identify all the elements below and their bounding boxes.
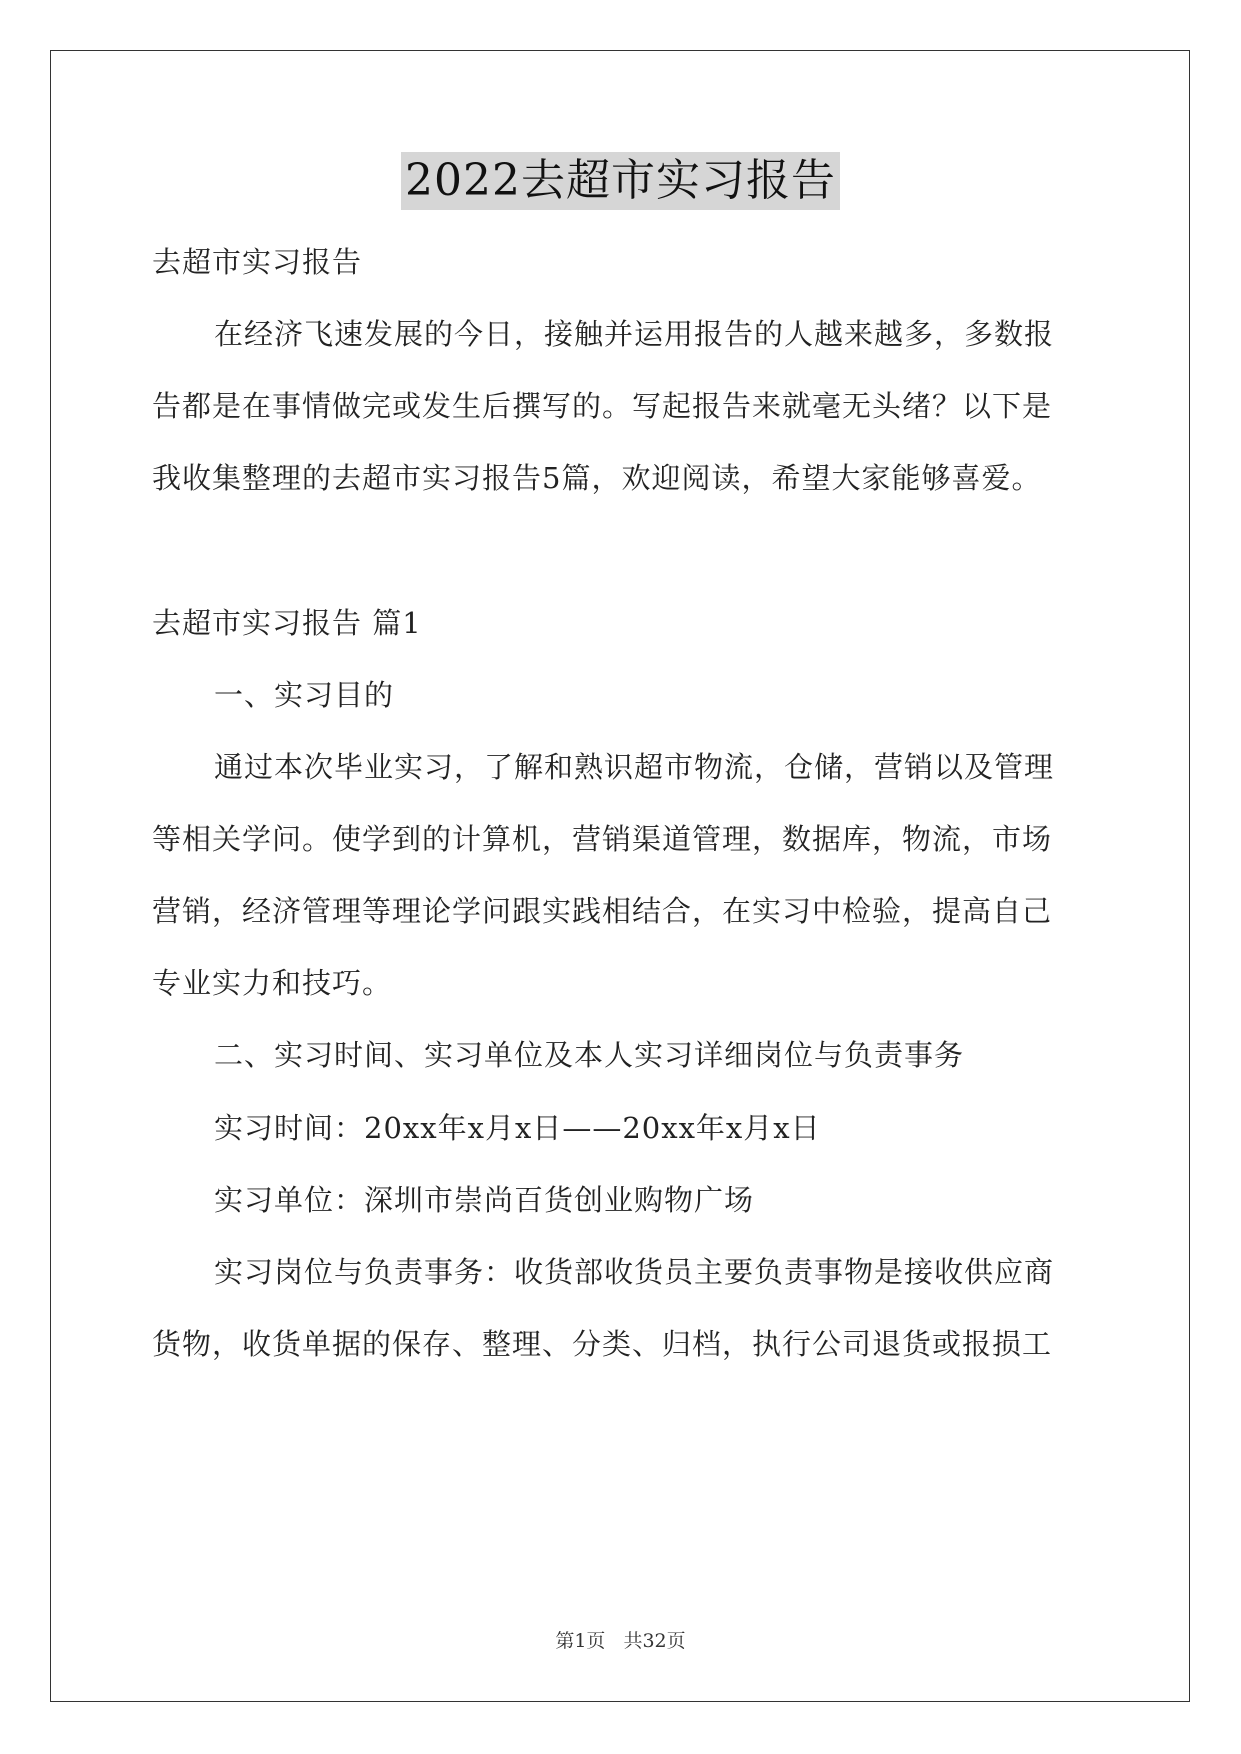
paragraph-line: 告都是在事情做完或发生后撰写的。写起报告来就毫无头绪？以下是 <box>152 389 1053 423</box>
page-total: 共32页 <box>623 1630 686 1652</box>
paragraph-line: 专业实力和技巧。 <box>152 966 393 1000</box>
info-line: 实习时间：20xx年x月x日——20xx年x月x日 <box>214 1111 821 1145</box>
subsection-heading: 二、实习时间、实习单位及本人实习详细岗位与负责事务 <box>214 1038 965 1072</box>
title-container <box>0 152 1241 210</box>
section-heading: 去超市实习报告 篇1 <box>152 606 422 640</box>
page-number: 第1页 <box>555 1630 606 1652</box>
paragraph-line: 营销，经济管理等理论学问跟实践相结合，在实习中检验，提高自己 <box>152 894 1053 928</box>
paragraph-line: 通过本次毕业实习，了解和熟识超市物流，仓储，营销以及管理 <box>214 750 1055 784</box>
info-line: 实习单位：深圳市崇尚百货创业购物广场 <box>214 1183 755 1217</box>
document-title: 2022去超市实习报告 <box>401 152 840 210</box>
subsection-heading: 一、实习目的 <box>214 678 395 712</box>
page-footer <box>0 1626 1241 1653</box>
page-border <box>50 50 1190 1702</box>
paragraph-line: 等相关学问。使学到的计算机，营销渠道管理，数据库，物流，市场 <box>152 822 1053 856</box>
paragraph-line: 实习岗位与负责事务：收货部收货员主要负责事物是接收供应商 <box>214 1255 1055 1289</box>
paragraph-line: 在经济飞速发展的今日，接触并运用报告的人越来越多，多数报 <box>214 317 1055 351</box>
subtitle-line: 去超市实习报告 <box>152 245 363 279</box>
paragraph-line: 货物，收货单据的保存、整理、分类、归档，执行公司退货或报损工 <box>152 1327 1053 1361</box>
paragraph-line: 我收集整理的去超市实习报告5篇，欢迎阅读，希望大家能够喜爱。 <box>152 461 1042 495</box>
